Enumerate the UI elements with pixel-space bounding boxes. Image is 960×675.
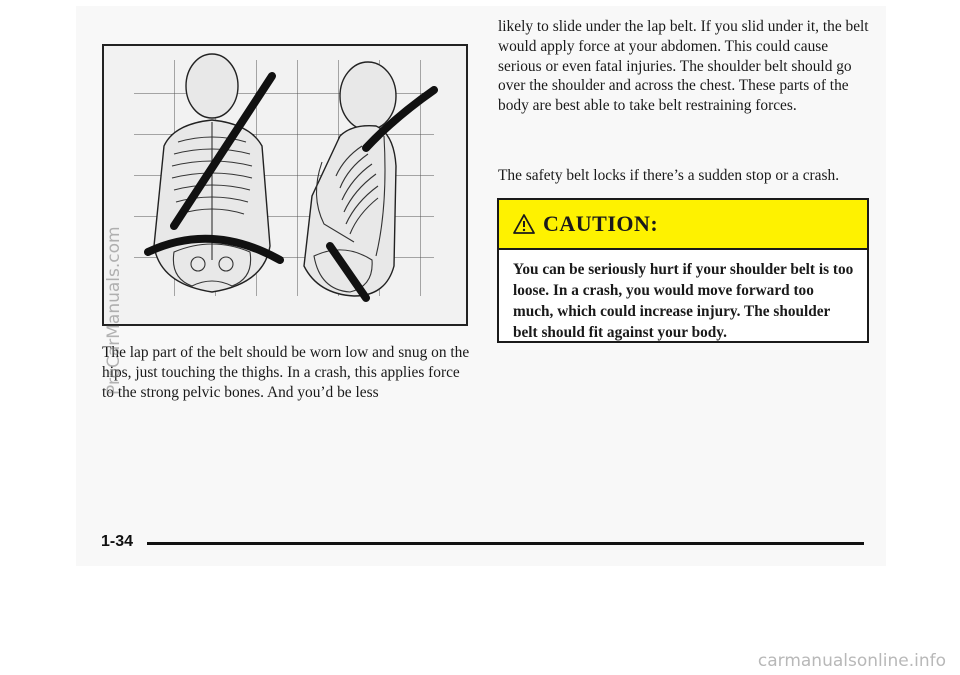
footer-rule [147,542,864,545]
seatbelt-illustration [102,44,468,326]
seatbelt-skeleton-illustration [104,46,466,324]
side-watermark: ProCarManuals.com [104,226,124,395]
belt-locks-paragraph: The safety belt locks if there’s a sudden stop or a crash. [498,167,840,184]
caution-box [497,198,869,343]
page-number: 1-34 [101,533,134,550]
caution-header [499,200,867,250]
caution-body: You can be seriously hurt if your shoulder belt is too loose. In a crash, you would move forward too much, which could increase injury. The shoulder belt should fit against your body. [513,261,854,341]
bottom-watermark: carmanualsonline.info [757,651,946,671]
lap-belt-paragraph: The lap part of the belt should be worn low and snug on the hips, just touching the thighs. In a crash, this applies force to the strong pelvic bones. And you’d be less [102,344,470,401]
caution-title: CAUTION: [543,211,659,236]
warning-triangle-icon [513,214,535,234]
shoulder-belt-paragraph: likely to slide under the lap belt. If you slid under it, the belt would apply force at your abdomen. This could cause serious or even fatal injuries. The shoulder belt should go over the shoulder and across the chest. These parts of the body are best able to take belt restraining forces. [498,18,869,115]
